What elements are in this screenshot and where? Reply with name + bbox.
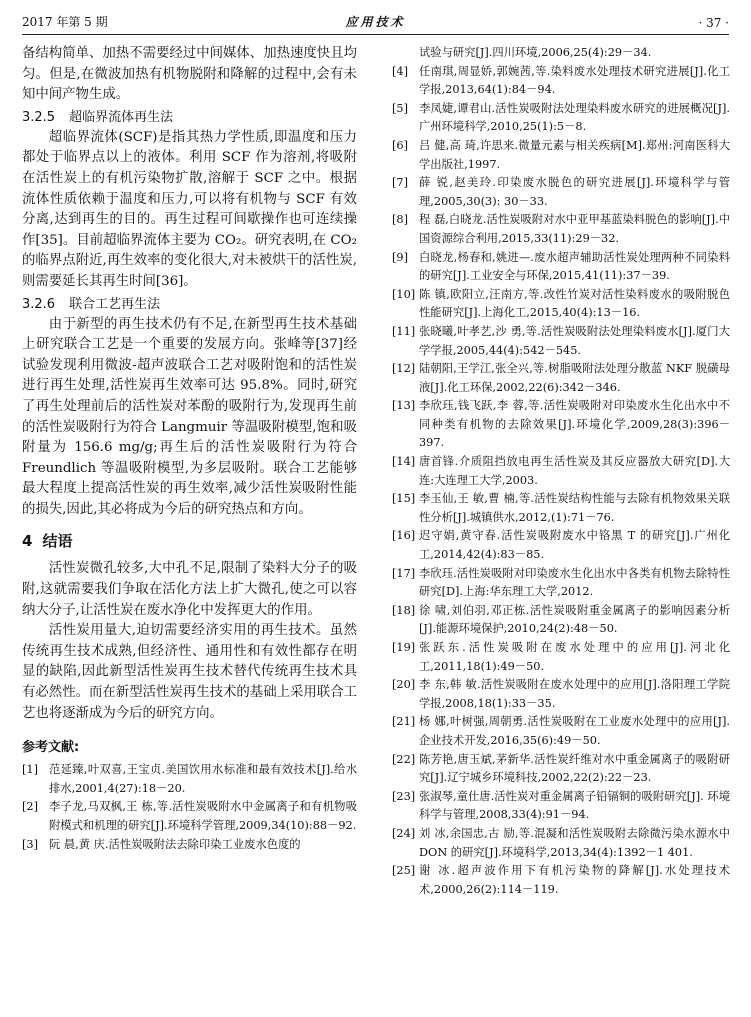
paragraph: 备结构简单、加热不需要经过中间媒体、加热速度快且均匀。但是,在微波加热有机物脱附和降解的过程中,会有未知中间产物生成。: [22, 46, 357, 103]
reference-text: 唐首锋.介质阻挡放电再生活性炭及其反应器放大研究[D].大连:大连理工大学,2003.: [419, 455, 730, 487]
page-number: · 37 ·: [698, 16, 729, 30]
reference-text: 白晓龙,杨春和,姚进—.废水超声辅助活性炭处理两种不同染料的研究[J].工业安全与环保,2015,41(11):37－39.: [419, 250, 730, 283]
reference-item: [22, 798, 357, 835]
reference-number: [17]: [392, 566, 416, 580]
left-column: [22, 44, 357, 854]
reference-text: 李欣珏.活性炭吸附对印染废水生化出水中各类有机物去除特性研究[D].上海:华东理工大学,2012.: [419, 566, 730, 599]
reference-number: [4]: [392, 64, 409, 78]
reference-item: [392, 100, 730, 137]
subsection-heading: [22, 294, 357, 315]
issue-label: 2017 年第 5 期: [22, 15, 108, 29]
reference-text: 范延臻,叶双喜,王宝贞.美国饮用水标准和最有效技术[J].给水排水,2001,4(27):18－20.: [49, 763, 357, 795]
section-heading: [22, 530, 357, 551]
reference-item: [392, 713, 730, 750]
section-number: 4: [22, 532, 33, 551]
reference-text: 任南琪,周显娇,郭婉茜,等.染料废水处理技术研究进展[J].化工学报,2013,64(1):84－94.: [419, 64, 730, 97]
journal-section-title: 应用技术: [345, 15, 406, 29]
reference-item: [392, 751, 730, 788]
reference-text: 陆朝阳,王学江,张全兴,等.树脂吸附法处理分散蓝 NKF 脱磺母液[J].化工环保,2002,22(6):342－346.: [419, 362, 730, 394]
subsection-title: 超临界流体再生法: [69, 109, 174, 125]
reference-number: [14]: [392, 455, 416, 469]
reference-number: [24]: [392, 826, 416, 840]
reference-item: [392, 249, 730, 286]
reference-item: [392, 286, 730, 323]
reference-number: [11]: [392, 324, 416, 338]
reference-number: [21]: [392, 715, 416, 729]
reference-item: [392, 397, 730, 453]
reference-number: [1]: [22, 763, 39, 777]
reference-text: 李凤婕,谭君山.活性炭吸附法处理染料废水研究的进展概况[J].广州环境科学,2010,25(1):5－8.: [419, 101, 730, 134]
reference-number: [15]: [392, 492, 416, 506]
reference-text: 杨 娜,叶树强,周朝勇.活性炭吸附在工业废水处理中的应用[J].企业技术开发,2016,35(6):49－50.: [419, 715, 730, 747]
reference-text: 李欣珏,钱飞跃,李 蓉,等.活性炭吸附对印染废水生化出水中不同种类有机物的去除效果[J].环境化学,2009,28(3):396－397.: [419, 399, 730, 450]
reference-text: 谢 冰.超声波作用下有机污染物的降解[J].水处理技术术,2000,26(2):114－119.: [419, 864, 730, 896]
reference-number: [2]: [22, 800, 39, 814]
reference-text: 张跃东.活性炭吸附在废水处理中的应用[J].河北化工,2011,18(1):49－50.: [419, 641, 730, 673]
reference-number: [22]: [392, 752, 416, 766]
reference-item: [392, 639, 730, 676]
reference-text: 李玉仙,王 敏,曹 楠,等.活性炭结构性能与去除有机物效果关联性分析[J].城镇供水,2012,(1):71－76.: [419, 492, 730, 524]
reference-number: [10]: [392, 287, 416, 301]
subsection-number: 3.2.6: [22, 296, 56, 312]
reference-text: 张淑琴,童仕唐.活性炭对重金属离子铅镉铜的吸附研究[J]. 环境科学与管理,2008,33(4):91－94.: [419, 789, 730, 822]
reference-item: [392, 565, 730, 602]
reference-number: [8]: [392, 213, 409, 227]
right-column: [392, 44, 730, 899]
reference-number: [5]: [392, 101, 409, 115]
references-title: 参考文献:: [22, 740, 80, 756]
reference-number: [23]: [392, 789, 416, 803]
reference-number: [3]: [22, 837, 39, 851]
reference-text: 陈 镇,欧阳立,汪南方,等.改性竹炭对活性染料废水的吸附脱色性能研究[J].上海化工,2015,40(4):13－16.: [419, 287, 730, 320]
reference-item: [392, 137, 730, 174]
reference-item: [392, 602, 730, 639]
reference-number: [19]: [392, 641, 416, 654]
reference-number: [9]: [392, 250, 409, 264]
reference-text: 程 磊,白晓龙.活性炭吸附对水中亚甲基蓝染料脱色的影响[J].中国资源综合利用,2015,33(11):29－32.: [419, 213, 730, 245]
reference-item: [392, 862, 730, 899]
reference-item: [392, 360, 730, 397]
paragraph: 由于新型的再生技术仍有不足,在新型再生技术基础上研究联合工艺是一个重要的发展方向。张峰等[37]经试验发现利用微波-超声波联合工艺对吸附饱和的活性炭进行再生处理,活性炭再生效率可达 95.8%。同时,研究了再生处理前后的活性炭对苯酚的吸附行为,发现再生前的活性炭吸附行为符合 Langmuir 等温吸附模型,饱和吸附量为 156.6 mg/g;再生后的活性炭吸附行为符合 Freundlich 等温吸附模型,为多层吸附。联合工艺能够最大程度上提高活性炭的再生效率,减少活性炭吸附性能的损失,因此,其必将成为今后的研究热点和方向。: [22, 316, 357, 517]
paragraph: 活性炭微孔较多,大中孔不足,限制了染料大分子的吸附,这就需要我们争取在活化方法上扩大微孔,使之可以容纳大分子,让活性炭在废水净化中发挥更大的作用。: [22, 561, 357, 618]
reference-text: 迟守娟,黄守春.活性炭吸附废水中铬黑 T 的研究[J].广州化工,2014,42(4):83－85.: [419, 529, 730, 562]
reference-list: [392, 63, 730, 900]
paragraph: 活性炭用量大,迫切需要经济实用的再生技术。虽然传统再生技术成熟,但经济性、通用性和有效性都存在明显的缺陷,因此新型活性炭再生技术替代传统再生技术具有必然性。而在新型活性炭再生技术的基础上采用联合工艺也将逐渐成为今后的研究方向。: [22, 623, 357, 721]
reference-item: [392, 527, 730, 564]
reference-item: [392, 174, 730, 211]
page-header: [22, 10, 729, 35]
reference-text: 李子龙,马双枫,王 栋,等.活性炭吸附水中金属离子和有机物吸附模式和机理的研究[J].环境科学管理,2009,34(10):88－92.: [49, 800, 357, 832]
subsection-title: 联合工艺再生法: [69, 296, 161, 312]
reference-text: 薛 锐,赵美玲.印染废水脱色的研究进展[J].环境科学与管理,2005,30(3): 30－33.: [419, 176, 730, 208]
reference-text: 阮 晨,黄 庆.活性炭吸附法去除印染工业废水色度的: [49, 837, 301, 851]
reference-number: [16]: [392, 529, 416, 543]
reference-item: [392, 676, 730, 713]
paragraph: 超临界流体(SCF)是指其热力学性质,即温度和压力都处于临界点以上的液体。利用 SCF 作为溶剂,将吸附在活性炭上的有机污染物扩散,溶解于 SCF 之中。根据流体性质依赖于温度和压力,可以将有机物与 SCF 有效分离,达到再生的目的。再生过程可间歇操作也可连续操作[35]。目前超临界流体主要为 CO₂。研究表明,在 CO₂ 的临界点附近,再生效率的变化很大,对未被烘干的活性炭,则需要延长其再生时间[36]。: [22, 129, 357, 289]
reference-text: 陈芳艳,唐玉斌,茅新华.活性炭纤维对水中重金属离子的吸附研究[J].辽宁城乡环境科技,2002,22(2):22－23.: [419, 752, 730, 785]
reference-item: [22, 761, 357, 798]
reference-item: [392, 788, 730, 825]
reference-item: [392, 323, 730, 360]
reference-item: [392, 825, 730, 862]
reference-text: 张晓曦,叶孝艺,沙 勇,等.活性炭吸附法处理染料废水[J].厦门大学学报,2005,44(4):542－545.: [419, 324, 730, 357]
reference-item: [392, 63, 730, 100]
section-title: 结语: [42, 532, 73, 551]
reference-number: [18]: [392, 603, 416, 617]
reference-text: 李 东,韩 敏.活性炭吸附在废水处理中的应用[J].洛阳理工学院学报,2008,18(1):33－35.: [419, 678, 730, 710]
reference-item: [392, 453, 730, 490]
reference-number: [25]: [392, 864, 416, 878]
reference-number: [20]: [392, 678, 416, 692]
subsection-number: 3.2.5: [22, 109, 56, 125]
reference-text: 吕 健,高 琦,许思来.微量元素与相关疾病[M].郑州:河南医科大学出版社,1997.: [419, 138, 730, 171]
reference-item: [22, 836, 357, 855]
reference-continuation: 试验与研究[J].四川环境,2006,25(4):29－34.: [419, 46, 652, 59]
reference-item: [392, 490, 730, 527]
reference-number: [7]: [392, 176, 409, 190]
reference-text: 刘 冰,余国忠,古 励,等.混凝和活性炭吸附去除微污染水源水中 DON 的研究[J].环境科学,2013,34(4):1392－1 401.: [419, 826, 730, 859]
subsection-heading: [22, 107, 357, 128]
reference-number: [13]: [392, 399, 416, 413]
reference-number: [12]: [392, 362, 416, 376]
reference-text: 徐 啸,刘伯羽,邓正栋.活性炭吸附重金属离子的影响因素分析[J].能源环境保护,2010,24(2):48－50.: [419, 603, 730, 636]
reference-number: [6]: [392, 138, 409, 152]
reference-item: [392, 211, 730, 248]
